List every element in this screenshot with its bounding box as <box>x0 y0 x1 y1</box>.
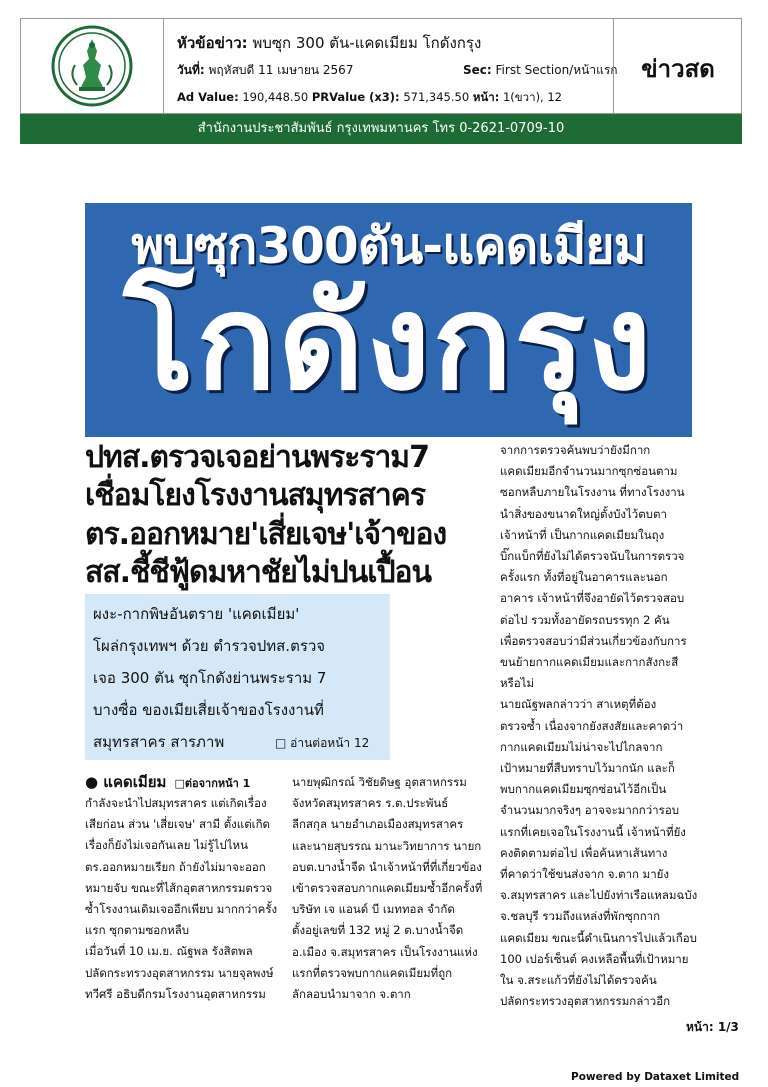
lead-box <box>85 594 390 760</box>
article-column-2 <box>292 772 490 1005</box>
body-line: เข้าตรวจสอบกากแคดเมียมซ้ำอีกครั้งที่ <box>292 881 483 896</box>
body-line: จังหวัดสมุทรสาคร ร.ต.ประพันธ์ <box>292 796 449 811</box>
body-line: ลีกสกุล นายอำเภอเมืองสมุทรสาคร <box>292 817 464 832</box>
body-line: ปลัดกระทรวงอุตสาหกรรม นายจุลพงษ์ <box>85 965 274 980</box>
date-meta: วันที่: พฤหัสบดี 11 เมษายน 2567 <box>177 63 354 77</box>
body-line: อ.เมือง จ.สมุทรสาคร เป็นโรงงานแห่ง <box>292 944 478 959</box>
body-line: กากแคดเมียมไม่น่าจะไปไกลจาก <box>500 739 663 754</box>
body-line: นายณัฐพลกล่าวว่า สาเหตุที่ต้อง <box>500 697 657 712</box>
body-line: ใน จ.สระแก้วที่ยังไม่ได้ตรวจค้น <box>500 973 657 988</box>
body-line: แคดเมียมอีกจำนวนมากซุกซ่อนตาม <box>500 464 678 479</box>
body-line: ตร.ออกหมายเรียก ถ้ายังไม่มาจะออก <box>85 859 266 874</box>
headline-line-2: โกดังกรุง <box>123 266 654 420</box>
newspaper-tag-box <box>613 19 742 113</box>
body-line: และนายสุบรรณ มานะวิทยาการ นายก <box>292 838 482 853</box>
lead-line: ผงะ-กากพิษอันตราย 'แคดเมียม' <box>93 605 300 623</box>
body-line: ทวีศรี อธิบดีกรมโรงงานอุตสาหกรรม <box>85 986 266 1001</box>
subheadline: ปทส.ตรวจเจอย่านพระราม7 <box>85 440 429 475</box>
subheadline: สส.ชี้ชีฟู้ดมหาชัยไม่ปนเปื้อน <box>85 555 432 590</box>
section-meta: Sec: First Section/หน้าแรก <box>463 63 618 77</box>
body-line: ที่คาดว่าใช้ขนส่งจาก จ.ตาก มายัง <box>500 867 670 882</box>
lead-line: บางซื่อ ของเมียเสี่ยเจ้าของโรงงานที่ <box>93 701 324 719</box>
headline-meta: หัวข้อข่าว: พบซุก 300 ตัน-แคดเมียม โกดังกรุง <box>177 34 482 52</box>
subheadline: ตร.ออกหมาย'เสี่ยเจษ'เจ้าของ <box>85 517 447 552</box>
subheadline: เชื่อมโยงโรงงานสมุทรสาคร <box>85 478 425 513</box>
body-line: ซ้ำโรงงานเดิมเจออีกเพียบ มากกว่าครั้ง <box>85 902 278 917</box>
body-line: แรก ซุกตามซอกหลืบ <box>85 923 190 938</box>
clipping-metadata <box>173 19 618 113</box>
logo-box <box>21 19 164 113</box>
body-line: อาคาร เจ้าหน้าที่จึงอายัดไว้ตรวจสอบ <box>500 591 685 606</box>
read-more-link[interactable]: □ อ่านต่อหน้า 12 <box>275 736 370 750</box>
body-line: บิ๊กแบ็กที่ยังไม่ได้ตรวจนับในการตรวจ <box>500 549 685 564</box>
agency-bar: สำนักงานประชาสัมพันธ์ กรุงเทพมหานคร โทร 0-2621-0709-10 <box>20 114 742 144</box>
body-line: เจ้าหน้าที่ เป็นกากแคดเมียมในถุง <box>500 527 665 542</box>
body-line: ตั้งอยู่เลขที่ 132 หมู่ 2 ต.บางน้ำจืด <box>292 923 464 938</box>
page-indicator: หน้า: 1/3 <box>686 1020 739 1034</box>
continuation-heading: ● แคดเมียม □ต่อจากหน้า 1 <box>85 773 251 791</box>
body-line: แคดเมียม ขณะนี้ดำเนินการไปแล้วเกือบ <box>500 930 697 945</box>
ad-value-meta: Ad Value: 190,448.50 PRValue (x3): 571,345.50 หน้า: 1(ขวา), 12 <box>177 90 562 104</box>
body-line: จ.สมุทรสาคร และไปยังท่าเรือแหลมฉบัง <box>500 888 698 903</box>
lead-line: สมุทรสาคร สารภาพ <box>93 733 225 751</box>
body-line: ปลัดกระทรวงอุตสาหกรรมกล่าวอีก <box>500 994 671 1009</box>
body-line: หมายจับ ขณะที่ไส้กอุตสาหกรรมตรวจ <box>85 880 273 895</box>
powered-by: Powered by Dataxet Limited <box>571 1071 740 1083</box>
body-line: แรกที่ตรวจพบกากแคดเมียมที่ถูก <box>292 965 453 980</box>
body-line: เพื่อตรวจสอบว่ามีส่วนเกี่ยวข้องกับการ <box>500 633 687 648</box>
headline-line-1: พบซุก300ตัน-แคดเมียม <box>131 217 646 275</box>
bma-seal-logo <box>51 25 133 107</box>
body-line: ขนย้ายกากแคดเมียมและกากสังกะสี <box>500 655 679 670</box>
body-line: อบต.บางน้ำจืด นำเจ้าหน้าที่ที่เกี่ยวข้อง <box>292 859 482 874</box>
body-line: นำสิ่งของขนาดใหญ่ตั้งบังไว้ตบตา <box>500 506 667 521</box>
lead-line: เจอ 300 ตัน ซุกโกดังย่านพระราม 7 <box>93 669 327 687</box>
body-line: หรือไม่ <box>500 676 535 691</box>
body-line: กำลังจะนำไปสมุทรสาคร แต่เกิดเรื่อง <box>85 796 267 810</box>
body-line: บริษัท เจ แอนด์ บี เมททอล จำกัด <box>292 902 455 917</box>
body-line: ครั้งแรก ทั้งที่อยู่ในอาคารและนอก <box>500 570 668 585</box>
body-line: จ.ชลบุรี รวมถึงแหล่งที่พักซุกกาก <box>500 909 661 924</box>
body-line: คงติดตามต่อไป เพื่อค้นหาเส้นทาง <box>500 845 668 860</box>
body-line: เรื่องก็ยังไม่เจอกันเลย ไม่รู้ไปไหน <box>85 838 248 853</box>
body-line: เมื่อวันที่ 10 เม.ย. ณัฐพล รังสิตพล <box>85 944 253 959</box>
body-line: จากการตรวจค้นพบว่ายังมีกาก <box>500 443 651 457</box>
article-column-3 <box>500 440 700 1012</box>
body-line: นายพุฒิกรณ์ วิชัยดิษฐ อุตสาหกรรม <box>292 775 467 789</box>
newspaper-name: ข่าวสด <box>641 55 715 83</box>
body-line: 100 เปอร์เซ็นต์ คงเหลือพื้นที่เป้าหมาย <box>500 951 689 966</box>
lead-line: โผล่กรุงเทพฯ ด้วย ตำรวจปทส.ตรวจ <box>93 637 326 655</box>
body-line: พบกากแคดเมียมซุกซ่อนไว้อีกเป็น <box>500 782 667 797</box>
body-line: ลักลอบนำมาจาก จ.ตาก <box>292 987 411 1002</box>
article-column-1 <box>85 793 285 1005</box>
body-line: ซอกหลืบภายในโรงงาน ที่ทางโรงงาน <box>500 485 685 500</box>
body-line: จำนวนมากจริงๆ อาจจะมากกว่ารอบ <box>500 803 680 818</box>
main-headline-box <box>85 203 692 437</box>
body-line: ต่อไป รวมทั้งอายัดรถบรรทุก 2 คัน <box>500 612 670 627</box>
body-line: เสียก่อน ส่วน 'เสี่ยเจษ' สามี ตั้งแต่เกิด <box>85 817 271 832</box>
clipping-header <box>20 18 742 114</box>
body-line: แรกที่เคยเจอในโรงงานนี้ เจ้าหน้าที่ยัง <box>500 824 686 839</box>
body-line: ตรวจซ้ำ เนื่องจากยังสงสัยและคาดว่า <box>500 718 684 733</box>
body-line: เป้าหมายที่สืบทราบไว้มากนัก และก็ <box>500 761 675 776</box>
